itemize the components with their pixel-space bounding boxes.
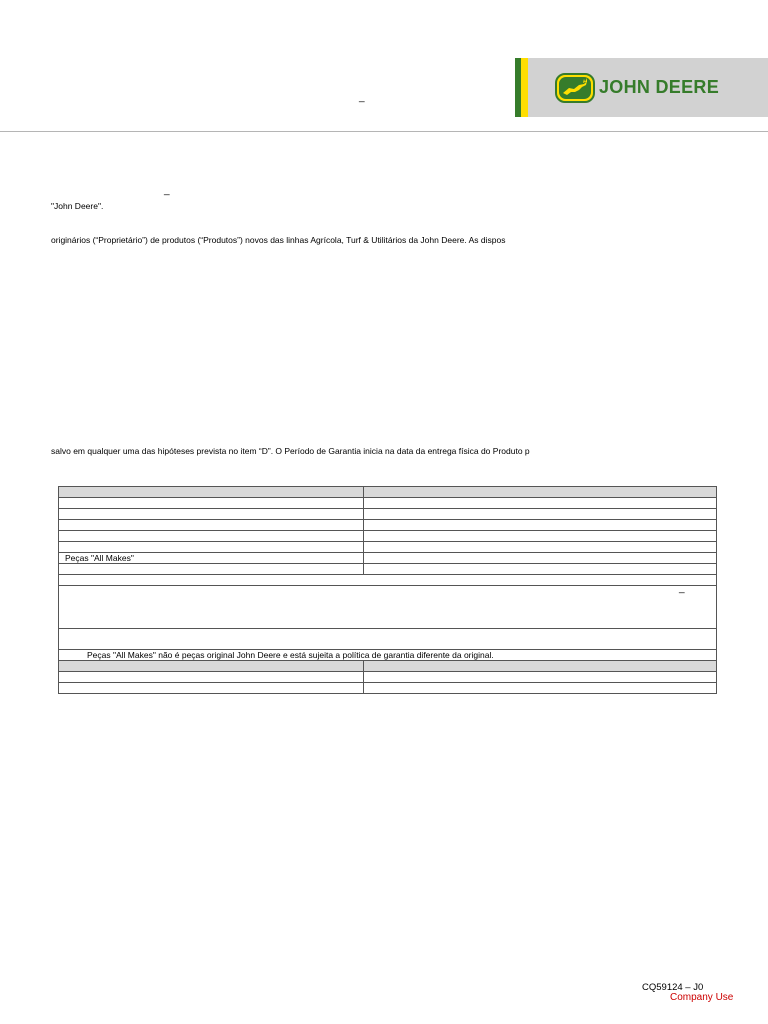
table-cell (364, 498, 717, 509)
warranty-table (58, 486, 717, 694)
table-row (59, 531, 717, 542)
table-row (59, 564, 717, 575)
table-cell (59, 542, 364, 553)
table-header-row (59, 487, 717, 498)
table-cell (59, 672, 364, 683)
table-subheader-row (59, 661, 717, 672)
all-makes-note: Peças "All Makes" não é peças original John Deere e está sujeita a política de garantia diferente da original. (59, 650, 717, 661)
table-cell (364, 520, 717, 531)
table-cell (364, 661, 717, 672)
table-row (59, 672, 717, 683)
classification-label: Company Use (670, 992, 734, 1003)
table-cell (59, 564, 364, 575)
intro-dash: _ (164, 185, 170, 196)
logo-brand-text: JOHN DEERE (599, 77, 720, 97)
table-row (59, 542, 717, 553)
table-notes-cell (59, 586, 717, 629)
table-cell (364, 672, 717, 683)
table-row (59, 553, 717, 564)
table-cell (59, 629, 717, 650)
leaping-deer-icon (555, 73, 595, 103)
paragraph-warranty-period: salvo em qualquer uma das hipóteses prevista no item “D”. O Período de Garantia inicia na data da entrega física do Produto p (51, 446, 530, 456)
john-deere-logo (515, 58, 768, 117)
table-row-note (59, 650, 717, 661)
table-cell (59, 509, 364, 520)
table-row (59, 520, 717, 531)
table-row (59, 498, 717, 509)
table-cell (364, 531, 717, 542)
document-code: CQ59124 – J0 (642, 982, 704, 993)
table-cell (364, 542, 717, 553)
header-divider (0, 131, 768, 132)
table-row (59, 509, 717, 520)
table-cell (59, 531, 364, 542)
logo-yellow-stripe (521, 58, 528, 117)
table-cell (364, 553, 717, 564)
intro-line: "John Deere". (51, 201, 104, 211)
table-cell (59, 661, 364, 672)
table-cell (59, 575, 717, 586)
table-cell (364, 564, 717, 575)
table-cell (364, 487, 717, 498)
table-cell (59, 520, 364, 531)
notes-dash: _ (679, 585, 685, 594)
table-cell-all-makes: Peças "All Makes" (59, 553, 364, 564)
table-row-notes (59, 586, 717, 629)
table-cell (364, 683, 717, 694)
table-cell (59, 487, 364, 498)
paragraph-owners: originários (“Proprietário”) de produtos (“Produtos”) novos das linhas Agrícola, Turf & Utilitários da John Deere. As dispos (51, 235, 506, 245)
table-cell (59, 683, 364, 694)
table-cell (364, 509, 717, 520)
table-row-spacer (59, 629, 717, 650)
table-row (59, 683, 717, 694)
table-row-spacer (59, 575, 717, 586)
header-title-dash: _ (359, 92, 365, 103)
table-cell (59, 498, 364, 509)
